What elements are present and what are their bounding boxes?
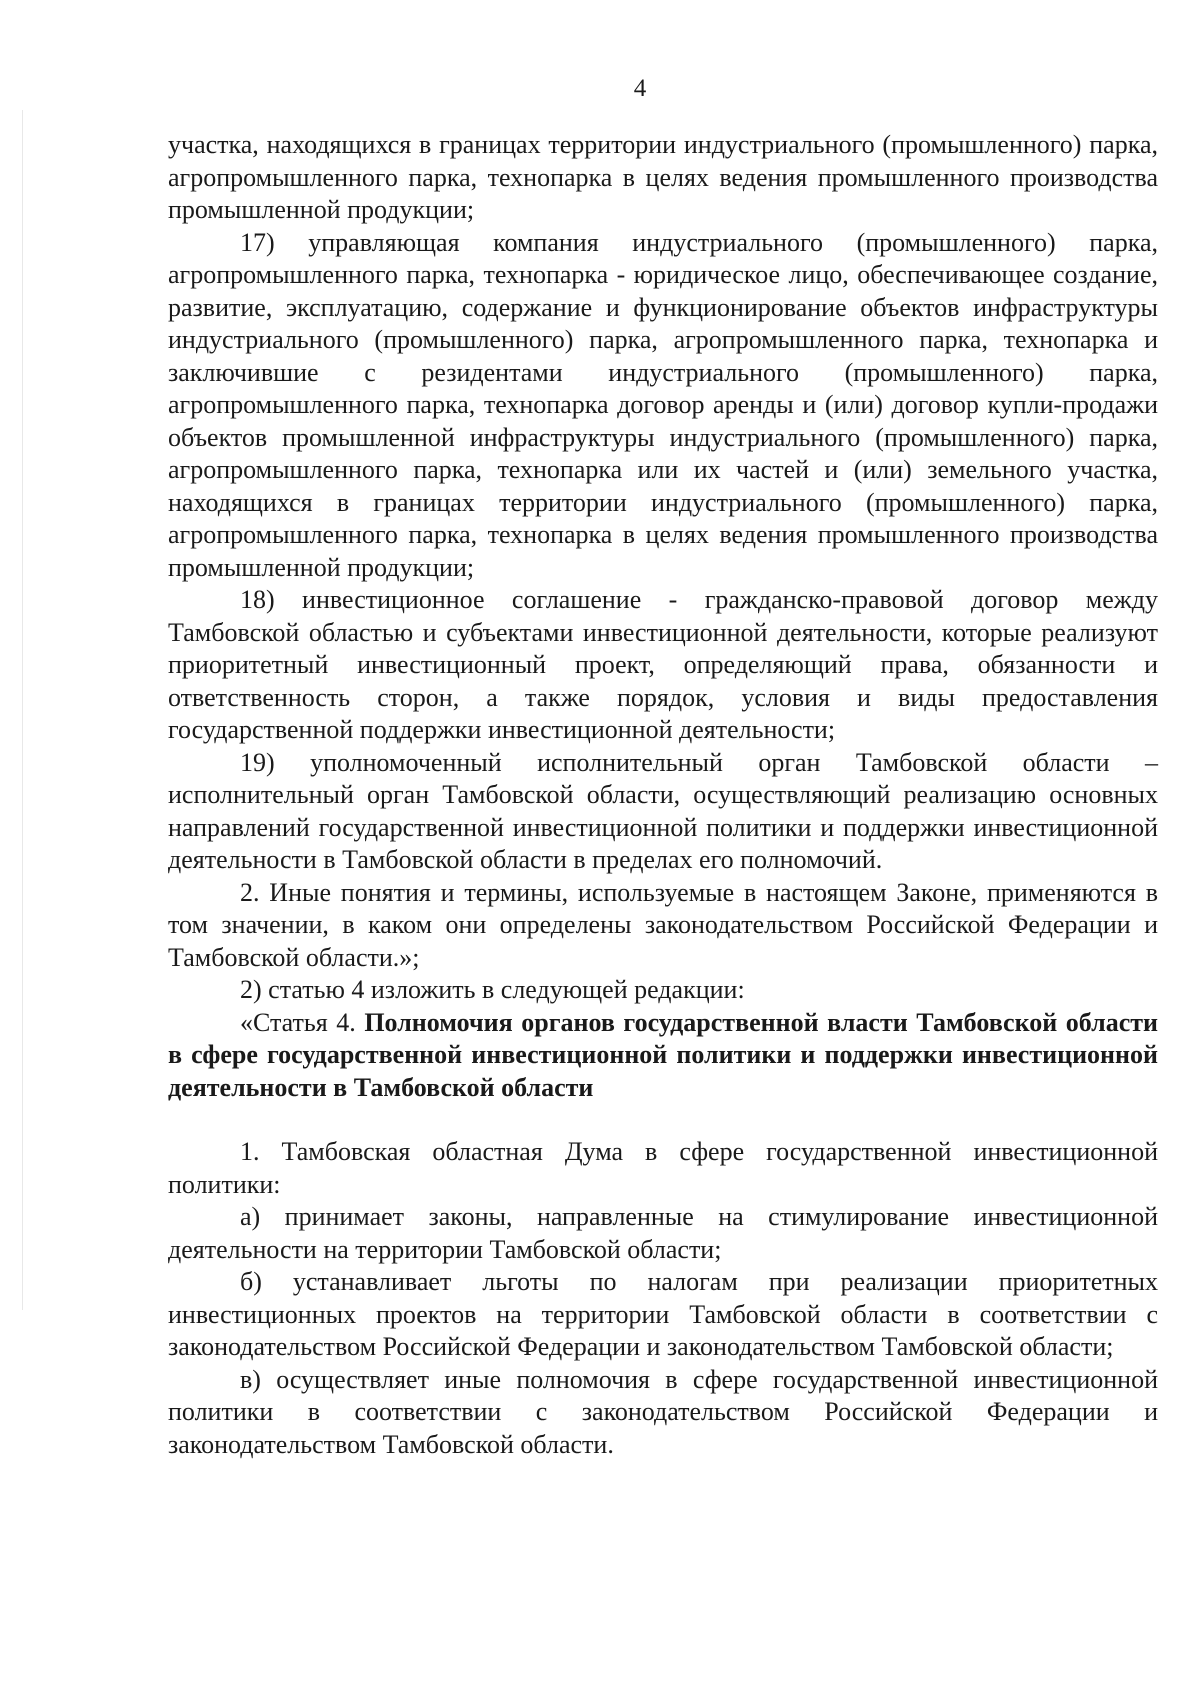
paragraph-item-18: 18) инвестиционное соглашение - гражданско-правовой договор между Тамбовской областью и субъектами инвестиционной деятельности, которые реализуют приоритетный инвестиционный проект, определяющий права, обязанности и ответственность сторон, а также порядок, условия и виды предоставления государственной поддержки инвестиционной деятельности; xyxy=(168,585,1158,744)
article-subclause-a: а) принимает законы, направленные на стимулирование инвестиционной деятельности на территории Тамбовской области; xyxy=(168,1202,1158,1264)
paragraph-amendment-2: 2) статью 4 изложить в следующей редакции: xyxy=(240,975,745,1004)
scan-margin-line xyxy=(22,110,23,1310)
article-subclause-b: б) устанавливает льготы по налогам при реализации приоритетных инвестиционных проектов на территории Тамбовской области в соответствии с законодательством Российской Федерации и законодательством Тамбовской области; xyxy=(168,1267,1158,1361)
article-clause-1: 1. Тамбовская областная Дума в сфере государственной инвестиционной политики: xyxy=(168,1137,1158,1199)
paragraph-continuation: участка, находящихся в границах территории индустриального (промышленного) парка, агропромышленного парка, технопарка в целях ведения промышленного производства промышленной продукции; xyxy=(168,130,1158,224)
paragraph-item-17: 17) управляющая компания индустриального (промышленного) парка, агропромышленного парка, технопарка - юридическое лицо, обеспечивающее создание, развитие, эксплуатацию, содержание и функционирование объектов инфраструктуры индустриального (промышленного) парка, агропромышленного парка, технопарка и заключившие с резидентами индустриального (промышленного) парка, агропромышленного парка, технопарка договор аренды и (или) договор купли-продажи объектов промышленной инфраструктуры индустриального (промышленного) парка, агропромышленного парка, технопарка или их частей и (или) земельного участка, находящихся в границах территории индустриального (промышленного) парка, агропромышленного парка, технопарка в целях ведения промышленного производства промышленной продукции; xyxy=(168,227,1158,582)
paragraph-clause-2: 2. Иные понятия и термины, используемые в настоящем Законе, применяются в том значении, в каком они определены законодательством Российской Федерации и Тамбовской области.»; xyxy=(168,877,1158,972)
article-subclause-v: в) осуществляет иные полномочия в сфере государственной инвестиционной политики в соответствии с законодательством Российской Федерации и законодательством Тамбовской области. xyxy=(168,1364,1158,1459)
page-number: 4 xyxy=(633,75,647,102)
article-title: Полномочия органов государственной власти Тамбовской области в сфере государственной инвестиционной политики и поддержки инвестиционной деятельности в Тамбовской области xyxy=(168,1007,1158,1102)
article-heading xyxy=(168,1007,1158,1105)
article-prefix: «Статья 4. xyxy=(240,1007,365,1037)
paragraph-item-19: 19) уполномоченный исполнительный орган Тамбовской области – исполнительный орган Тамбовской области, осуществляющий реализацию основных направлений государственной инвестиционной политики и поддержки инвестиционной деятельности в Тамбовской области в пределах его полномочий. xyxy=(168,747,1158,874)
section-spacer xyxy=(168,1104,1158,1136)
document-body xyxy=(168,129,1158,1461)
